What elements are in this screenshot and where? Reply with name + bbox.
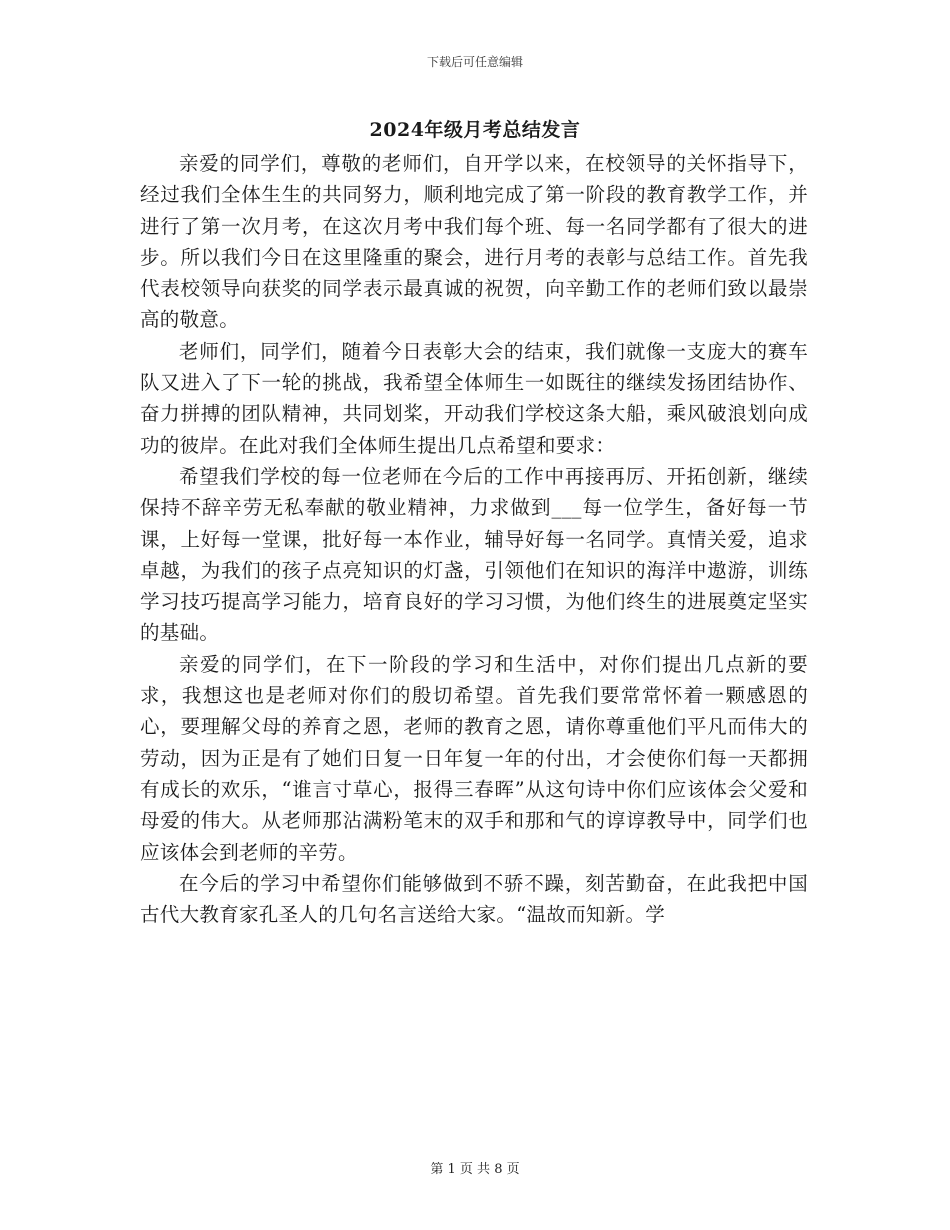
paragraph-2: 老师们，同学们，随着今日表彰大会的结束，我们就像一支庞大的赛车队又进入了下一轮的挑战，我希望全体师生一如既往的继续发扬团结协作、奋力拼搏的团队精神，共同划桨，开动我们学校这条大船，乘风破浪划向成功的彼岸。在此对我们全体师生提出几点希望和要求： <box>140 339 808 457</box>
header-note: 下载后可任意编辑 <box>426 55 523 69</box>
paragraph-3: 希望我们学校的每一位老师在今后的工作中再接再厉、开拓创新，继续保持不辞辛劳无私奉献的敬业精神，力求做到___每一位学生，备好每一节课，上好每一堂课，批好每一本作业，辅导好每一名同学。真情关爱，追求卓越，为我们的孩子点亮知识的灯盏，引领他们在知识的海洋中遨游，训练学习技巧提高学习能力，培育良好的学习习惯，为他们终生的进展奠定坚实的基础。 <box>140 464 808 645</box>
paragraph-1: 亲爱的同学们，尊敬的老师们，自开学以来，在校领导的关怀指导下，经过我们全体生生的共同努力，顺利地完成了第一阶段的教育教学工作，并进行了第一次月考，在这次月考中我们每个班、每一名同学都有了很大的进步。所以我们今日在这里隆重的聚会，进行月考的表彰与总结工作。首先我代表校领导向获奖的同学表示最真诚的祝贺，向辛勤工作的老师们致以最崇高的敬意。 <box>140 152 808 332</box>
document-body <box>140 148 808 930</box>
document-title: 2024年级月考总结发言 <box>369 119 581 141</box>
paragraph-5: 在今后的学习中希望你们能够做到不骄不躁，刻苦勤奋，在此我把中国古代大教育家孔圣人的几句名言送给大家。“温故而知新。学 <box>140 871 808 927</box>
paragraph-4: 亲爱的同学们，在下一阶段的学习和生活中，对你们提出几点新的要求，我想这也是老师对你们的殷切希望。首先我们要常常怀着一颗感恩的心，要理解父母的养育之恩，老师的教育之恩，请你尊重他们平凡而伟大的劳动，因为正是有了她们日复一日年复一年的付出，才会使你们每一天都拥有成长的欢乐，“谁言寸草心，报得三春晖”从这句诗中你们应该体会父爱和母爱的伟大。从老师那沾满粉笔末的双手和那和气的谆谆教导中，同学们也应该体会到老师的辛劳。 <box>140 652 808 864</box>
page-number: 第 1 页 共 8 页 <box>430 1162 520 1177</box>
